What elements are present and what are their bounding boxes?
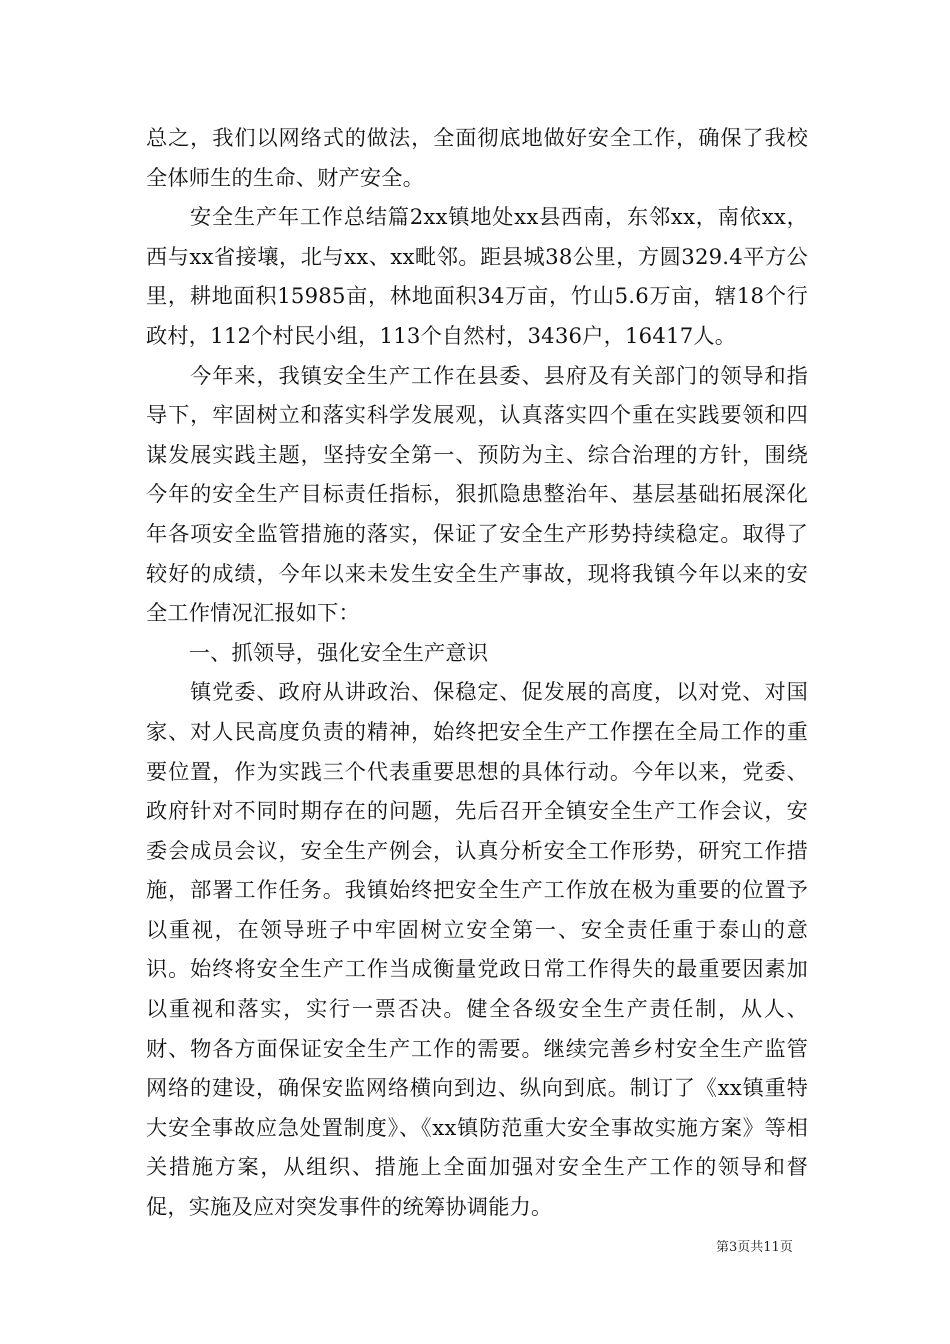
section-heading-leadership: 一、抓领导，强化安全生产意识 <box>146 639 489 665</box>
paragraph-annual-work: 今年来，我镇安全生产工作在县委、县府及有关部门的领导和指导下，牢固树立和落实科学发展观，认真落实四个重在实践要领和四谋发展实践主题，坚持安全第一、预防为主、综合治理的方针，围绕今年的安全生产目标责任指标，狠抓隐患整治年、基层基础拓展深化年各项安全监管措施的落实，保证了安全生产形势持续稳定。取得了较好的成绩，今年以来未发生安全生产事故，现将我镇今年以来的安全工作情况汇报如下： <box>146 362 808 626</box>
paragraph-leadership-details: 镇党委、政府从讲政治、保稳定、促发展的高度，以对党、对国家、对人民高度负责的精神，始终把安全生产工作摆在全局工作的重要位置，作为实践三个代表重要思想的具体行动。今年以来，党委、政府针对不同时期存在的问题，先后召开全镇安全生产工作会议，安委会成员会议，安全生产例会，认真分析安全工作形势，研究工作措施，部署工作任务。我镇始终把安全生产工作放在极为重要的位置予以重视，在领导班子中牢固树立安全第一、安全责任重于泰山的意识。始终将安全生产工作当成衡量党政日常工作得失的最重要因素加以重视和落实，实行一票否决。健全各级安全生产责任制，从人、财、物各方面保证安全生产工作的需要。继续完善乡村安全生产监管网络的建设，确保安监网络横向到边、纵向到底。制订了《xx镇重特大安全事故应急处置制度》、《xx镇防范重大安全事故实施方案》等相关措施方案，从组织、措施上全面加强对安全生产工作的领导和督促，实施及应对突发事件的统筹协调能力。 <box>146 679 808 1220</box>
paragraph-closing-summary: 总之，我们以网络式的做法，全面彻底地做好安全工作，确保了我校全体师生的生命、财产安全。 <box>146 125 808 190</box>
paragraph-town-overview: 安全生产年工作总结篇2xx镇地处xx县西南，东邻xx，南依xx，西与xx省接壤，北与xx、xx毗邻。距县城38公里，方圆329.4平方公里，耕地面积15985亩，林地面积34万亩，竹山5.6万亩，辖18个行政村，112个村民小组，113个自然村，3436户，16417人。 <box>146 204 808 348</box>
document-body <box>146 118 808 1227</box>
page-number: 第3页共11页 <box>716 1240 793 1255</box>
